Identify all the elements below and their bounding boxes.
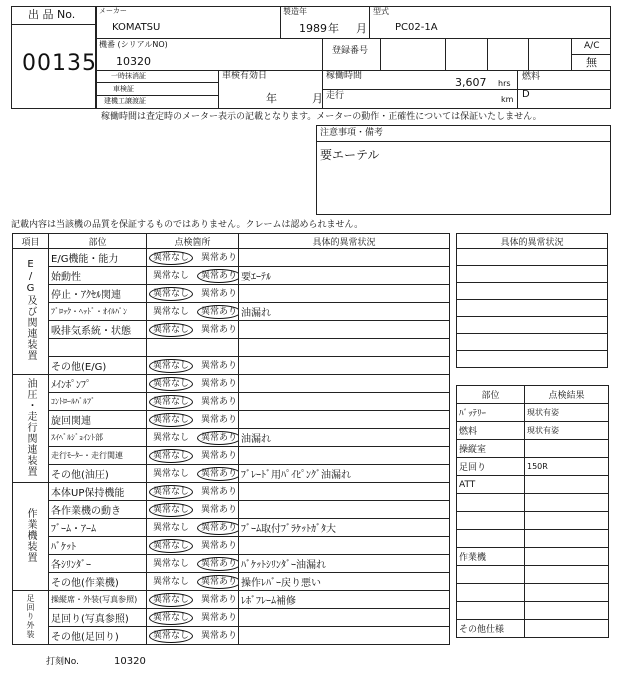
- part-cell: ｺﾝﾄﾛｰﾙﾊﾞﾙﾌﾞ: [49, 393, 147, 411]
- check-cell: [147, 555, 239, 573]
- remarks-text: 要エーテル: [320, 148, 380, 162]
- check-cell: [147, 609, 239, 627]
- result-header-part: 部位: [457, 386, 525, 404]
- detail-cell: ﾌﾞｰﾑ取付ﾌﾞﾗｹｯﾄｶﾞﾀ大: [239, 519, 450, 537]
- option-abnormal[interactable]: [195, 467, 239, 481]
- option-abnormal[interactable]: [195, 305, 239, 319]
- part-cell: ﾌﾞﾛｯｸ・ﾍｯﾄﾞ・ｵｲﾙﾊﾟﾝ: [49, 303, 147, 321]
- detail-cell: 油漏れ: [239, 429, 450, 447]
- option-abnormal-label: 異常あり: [200, 451, 237, 461]
- part-cell: その他(足回り): [49, 627, 147, 645]
- option-abnormal-label: 異常あり: [200, 379, 237, 389]
- option-normal[interactable]: [147, 466, 195, 479]
- inspection-month-unit: 月: [312, 92, 323, 105]
- hours-value: 3,607: [455, 76, 487, 89]
- detail-cell: [239, 411, 450, 429]
- group-label-cell: [13, 375, 49, 483]
- right-blank-cell: [457, 300, 608, 317]
- option-abnormal-label: 異常あり: [200, 487, 237, 497]
- model-label: 型式: [373, 7, 389, 16]
- blank-cell: [457, 530, 525, 548]
- hours-label: 稼働時間: [326, 71, 363, 81]
- detail-cell: ﾊﾞｹｯﾄｼﾘﾝﾀﾞｰ油漏れ: [239, 555, 450, 573]
- lot-number: 00135: [22, 51, 97, 76]
- group-label: 作業機装置: [25, 507, 36, 563]
- table-header-row: [13, 234, 450, 249]
- option-normal[interactable]: [147, 395, 195, 409]
- option-normal[interactable]: [147, 323, 195, 337]
- check-cell: [147, 483, 239, 501]
- year-unit: 年: [328, 22, 339, 35]
- option-normal-label: 異常なし: [149, 629, 193, 643]
- part-cell: 旋回関連: [49, 411, 147, 429]
- option-abnormal-label: 異常あり: [197, 521, 239, 535]
- part-cell: ﾒｲﾝﾎﾟﾝﾌﾟ: [49, 375, 147, 393]
- option-abnormal[interactable]: [195, 521, 239, 535]
- option-normal[interactable]: [147, 611, 195, 625]
- option-abnormal[interactable]: [195, 484, 239, 497]
- option-normal[interactable]: [147, 413, 195, 427]
- check-cell: [147, 321, 239, 339]
- group-label: E/G及び関連装置: [25, 259, 36, 361]
- table-row: [13, 375, 450, 393]
- result-part: 足回り: [457, 458, 525, 476]
- option-abnormal[interactable]: [195, 269, 239, 283]
- option-normal[interactable]: [147, 485, 195, 499]
- option-normal-label: 異常なし: [152, 559, 189, 569]
- part-cell: 足回り(写真参照): [49, 609, 147, 627]
- blank-cell: [457, 512, 525, 530]
- part-cell: 吸排気系統・状態: [49, 321, 147, 339]
- option-abnormal[interactable]: [195, 538, 239, 551]
- check-cell: [147, 591, 239, 609]
- right-blank-cell: [457, 249, 608, 266]
- table-row: [13, 339, 450, 357]
- maker-label: メーカー: [99, 7, 127, 15]
- check-cell: [147, 627, 239, 645]
- model-value: PC02-1A: [395, 22, 438, 33]
- option-normal-label: 異常なし: [149, 323, 193, 337]
- option-abnormal-label: 異常あり: [200, 595, 237, 605]
- option-normal[interactable]: [147, 430, 195, 443]
- detail-cell: [239, 339, 450, 357]
- option-normal[interactable]: [147, 556, 195, 569]
- table-row: [13, 411, 450, 429]
- result-part: 操縦室: [457, 440, 525, 458]
- result-part: ﾊﾞｯﾃﾘｰ: [457, 404, 525, 422]
- check-cell: [147, 537, 239, 555]
- option-abnormal[interactable]: [195, 376, 239, 389]
- option-abnormal[interactable]: [195, 394, 239, 407]
- option-normal[interactable]: [147, 449, 195, 463]
- table-row: [13, 537, 450, 555]
- option-normal-label: 異常なし: [149, 251, 193, 265]
- option-normal[interactable]: [147, 304, 195, 317]
- option-normal-label: 異常なし: [152, 271, 189, 281]
- table-row: [13, 447, 450, 465]
- option-abnormal-label: 異常あり: [200, 613, 237, 623]
- option-normal[interactable]: [147, 503, 195, 517]
- detail-cell: [239, 501, 450, 519]
- detail-cell: [239, 393, 450, 411]
- part-cell: ﾌﾞｰﾑ・ｱｰﾑ: [49, 519, 147, 537]
- option-abnormal-label: 異常あり: [200, 415, 237, 425]
- temp-cancel-cert-label: 一時抹消証: [111, 72, 146, 80]
- result-part: ATT: [457, 476, 525, 494]
- registration-label: 登録番号: [332, 46, 369, 56]
- option-abnormal-label: 異常あり: [197, 431, 239, 445]
- option-abnormal[interactable]: [195, 502, 239, 515]
- detail-cell: [239, 285, 450, 303]
- check-cell: [147, 465, 239, 483]
- option-normal[interactable]: [147, 251, 195, 265]
- blank-cell: [525, 602, 609, 620]
- serial-label: 機番 (シリアルNO): [99, 40, 168, 49]
- group-label: 油圧・走行関連装置: [25, 377, 36, 477]
- result-value: 150R: [525, 458, 609, 476]
- check-cell: [147, 303, 239, 321]
- table-row: [13, 483, 450, 501]
- option-normal[interactable]: [147, 593, 195, 607]
- option-abnormal-label: 異常あり: [200, 253, 237, 263]
- option-abnormal[interactable]: [195, 628, 239, 641]
- group-label-cell: [13, 483, 49, 591]
- result-value: [525, 476, 609, 494]
- table-row: [13, 627, 450, 645]
- part-cell: E/G機能・能力: [49, 249, 147, 267]
- detail-cell: [239, 249, 450, 267]
- option-normal-label: 異常なし: [152, 523, 189, 533]
- column-header: 具体的異常状況: [239, 234, 450, 249]
- ac-value: 無: [586, 56, 597, 69]
- table-row: [13, 609, 450, 627]
- option-abnormal[interactable]: [195, 575, 239, 589]
- check-cell: [147, 357, 239, 375]
- engrave-value: 10320: [114, 656, 146, 667]
- lot-label: 出 品 No.: [28, 8, 76, 21]
- detail-cell: [239, 321, 450, 339]
- option-normal-label: 異常なし: [149, 287, 193, 301]
- check-cell: [147, 573, 239, 591]
- check-cell: [147, 375, 239, 393]
- table-row: [13, 303, 450, 321]
- blank-cell: [525, 584, 609, 602]
- remarks-label: 注意事項・備考: [320, 128, 384, 138]
- option-abnormal[interactable]: [195, 431, 239, 445]
- blank-cell: [457, 584, 525, 602]
- option-abnormal[interactable]: [195, 286, 239, 299]
- ac-label: A/C: [584, 41, 600, 51]
- detail-cell: [239, 609, 450, 627]
- part-cell: 始動性: [49, 267, 147, 285]
- result-value: 現状有姿: [525, 404, 609, 422]
- option-normal[interactable]: [147, 520, 195, 533]
- right-detail-table: [456, 233, 608, 368]
- blank-cell: [525, 566, 609, 584]
- option-normal[interactable]: [147, 359, 195, 373]
- run-label: 走行: [326, 91, 345, 101]
- right-blank-cell: [457, 283, 608, 300]
- option-abnormal-label: 異常あり: [200, 397, 237, 407]
- option-abnormal[interactable]: [195, 358, 239, 371]
- part-cell: 本体UP保持機能: [49, 483, 147, 501]
- column-header: 点検箇所: [147, 234, 239, 249]
- group-label-cell: [13, 249, 49, 375]
- option-normal[interactable]: [147, 268, 195, 281]
- part-cell: その他(油圧): [49, 465, 147, 483]
- check-cell: [147, 411, 239, 429]
- table-row: [13, 249, 450, 267]
- option-abnormal[interactable]: [195, 448, 239, 461]
- option-abnormal[interactable]: [195, 250, 239, 263]
- right-blank-cell: [457, 317, 608, 334]
- detail-cell: [239, 375, 450, 393]
- hours-disclaimer: 稼働時間は査定時のメーター表示の記載となります。メーターの動作・正確性については保証いたしません。: [101, 112, 542, 122]
- part-cell: 各作業機の動き: [49, 501, 147, 519]
- right-blank-cell: [457, 334, 608, 351]
- option-normal-label: 異常なし: [149, 413, 193, 427]
- option-abnormal-label: 異常あり: [197, 269, 239, 283]
- column-header: 部位: [49, 234, 147, 249]
- check-cell: [147, 393, 239, 411]
- detail-cell: [239, 483, 450, 501]
- option-abnormal-label: 異常あり: [200, 289, 237, 299]
- inspection-table: [12, 233, 450, 645]
- option-normal-label: 異常なし: [152, 307, 189, 317]
- option-normal-label: 異常なし: [152, 577, 189, 587]
- option-abnormal[interactable]: [195, 322, 239, 335]
- group-label: 足回り外装: [26, 593, 35, 639]
- option-abnormal-label: 異常あり: [197, 575, 239, 589]
- detail-cell: 油漏れ: [239, 303, 450, 321]
- hours-unit: hrs: [498, 79, 511, 88]
- check-cell: [147, 519, 239, 537]
- check-cell: [147, 249, 239, 267]
- work-machine-label: 作業機: [457, 548, 525, 566]
- option-abnormal-label: 異常あり: [200, 361, 237, 371]
- year-label: 製造年: [283, 7, 307, 16]
- right-blank-cell: [457, 351, 608, 368]
- check-cell: [147, 285, 239, 303]
- detail-cell: [239, 447, 450, 465]
- detail-cell: 要ｴｰﾃﾙ: [239, 267, 450, 285]
- engrave-label: 打刻No.: [46, 657, 79, 667]
- part-cell: 停止・ｱｸｾﾙ関連: [49, 285, 147, 303]
- group-label-cell: [13, 591, 49, 645]
- table-row: [13, 357, 450, 375]
- option-abnormal-label: 異常あり: [200, 505, 237, 515]
- option-normal-label: 異常なし: [149, 539, 193, 553]
- check-cell: [147, 447, 239, 465]
- detail-cell: [239, 357, 450, 375]
- detail-cell: ﾚﾎﾞﾌﾚｰﾑ補修: [239, 591, 450, 609]
- check-result-table: [456, 385, 609, 638]
- option-normal-label: 異常なし: [149, 359, 193, 373]
- option-normal-label: 異常なし: [149, 503, 193, 517]
- part-cell: 各ｼﾘﾝﾀﾞｰ: [49, 555, 147, 573]
- blank-cell: [525, 494, 609, 512]
- month-unit: 月: [356, 22, 367, 35]
- inspection-year-unit: 年: [266, 92, 277, 105]
- option-abnormal-label: 異常あり: [197, 467, 239, 481]
- option-abnormal-label: 異常あり: [197, 557, 239, 571]
- table-row: [13, 501, 450, 519]
- check-cell: [147, 501, 239, 519]
- table-row: [13, 591, 450, 609]
- detail-cell: ﾌﾞﾚｰﾄﾞ用ﾊﾟｲﾋﾟﾝｸﾞ油漏れ: [239, 465, 450, 483]
- serial-value: 10320: [116, 55, 151, 68]
- info-box: [96, 6, 611, 109]
- option-abnormal[interactable]: [195, 412, 239, 425]
- option-abnormal[interactable]: [195, 610, 239, 623]
- option-normal[interactable]: [147, 287, 195, 301]
- maker-value: KOMATSU: [112, 22, 161, 33]
- table-row: [13, 321, 450, 339]
- part-cell: その他(作業機): [49, 573, 147, 591]
- option-normal[interactable]: [147, 377, 195, 391]
- option-normal[interactable]: [147, 629, 195, 643]
- option-abnormal[interactable]: [195, 557, 239, 571]
- result-header-result: 点検結果: [525, 386, 609, 404]
- table-row: [13, 573, 450, 591]
- table-row: [13, 393, 450, 411]
- table-row: [13, 285, 450, 303]
- option-normal-label: 異常なし: [149, 593, 193, 607]
- detail-cell: [239, 537, 450, 555]
- option-normal-label: 異常なし: [149, 377, 193, 391]
- option-normal-label: 異常なし: [152, 433, 189, 443]
- option-normal-label: 異常なし: [149, 395, 193, 409]
- option-normal-label: 異常なし: [149, 485, 193, 499]
- option-abnormal[interactable]: [195, 592, 239, 605]
- km-unit: km: [501, 95, 514, 104]
- quality-disclaimer: 記載内容は当該機の品質を保証するものではありません。クレームは認められません。: [11, 220, 364, 230]
- table-row: [13, 465, 450, 483]
- option-abnormal-label: 異常あり: [197, 305, 239, 319]
- remarks-box: [316, 125, 611, 215]
- result-part: 燃料: [457, 422, 525, 440]
- fuel-label: 燃料: [522, 72, 541, 82]
- part-cell: [49, 339, 147, 357]
- detail-cell: [239, 627, 450, 645]
- vehicle-cert-label: 車検証: [113, 85, 134, 93]
- table-row: [13, 429, 450, 447]
- check-cell: [147, 267, 239, 285]
- part-cell: ﾊﾞｹｯﾄ: [49, 537, 147, 555]
- blank-cell: [457, 494, 525, 512]
- option-normal-label: 異常なし: [149, 449, 193, 463]
- blank-cell: [457, 602, 525, 620]
- column-header: 項目: [13, 234, 49, 249]
- check-cell: [147, 339, 239, 357]
- table-row: [13, 519, 450, 537]
- option-abnormal-label: 異常あり: [200, 631, 237, 641]
- result-value: [525, 440, 609, 458]
- table-row: [13, 267, 450, 285]
- option-normal-label: 異常なし: [149, 611, 193, 625]
- blank-cell: [525, 512, 609, 530]
- option-normal[interactable]: [147, 574, 195, 587]
- option-abnormal-label: 異常あり: [200, 325, 237, 335]
- check-cell: [147, 429, 239, 447]
- part-cell: 操縦席・外装(写真参照): [49, 591, 147, 609]
- right-blank-cell: [457, 266, 608, 283]
- other-spec-label: その他仕様: [457, 620, 525, 638]
- blank-cell: [457, 566, 525, 584]
- option-abnormal-label: 異常あり: [200, 541, 237, 551]
- option-normal-label: 異常なし: [152, 469, 189, 479]
- year-value: 1989: [299, 22, 327, 35]
- table-row: [13, 555, 450, 573]
- option-normal[interactable]: [147, 539, 195, 553]
- blank-cell: [525, 548, 609, 566]
- inspection-valid-label: 車検有効日: [222, 71, 268, 81]
- detail-cell: 操作ﾚﾊﾞｰ戻り悪い: [239, 573, 450, 591]
- part-cell: その他(E/G): [49, 357, 147, 375]
- fuel-value: D: [522, 89, 530, 100]
- transfer-cert-label: 建機工譲渡証: [104, 97, 146, 105]
- blank-cell: [525, 530, 609, 548]
- part-cell: ｽｲﾍﾞﾙｼﾞｮｲﾝﾄ部: [49, 429, 147, 447]
- result-value: 現状有姿: [525, 422, 609, 440]
- right-table-header: 具体的異常状況: [457, 234, 608, 249]
- blank-cell: [525, 620, 609, 638]
- part-cell: 走行ﾓｰﾀｰ・走行関連: [49, 447, 147, 465]
